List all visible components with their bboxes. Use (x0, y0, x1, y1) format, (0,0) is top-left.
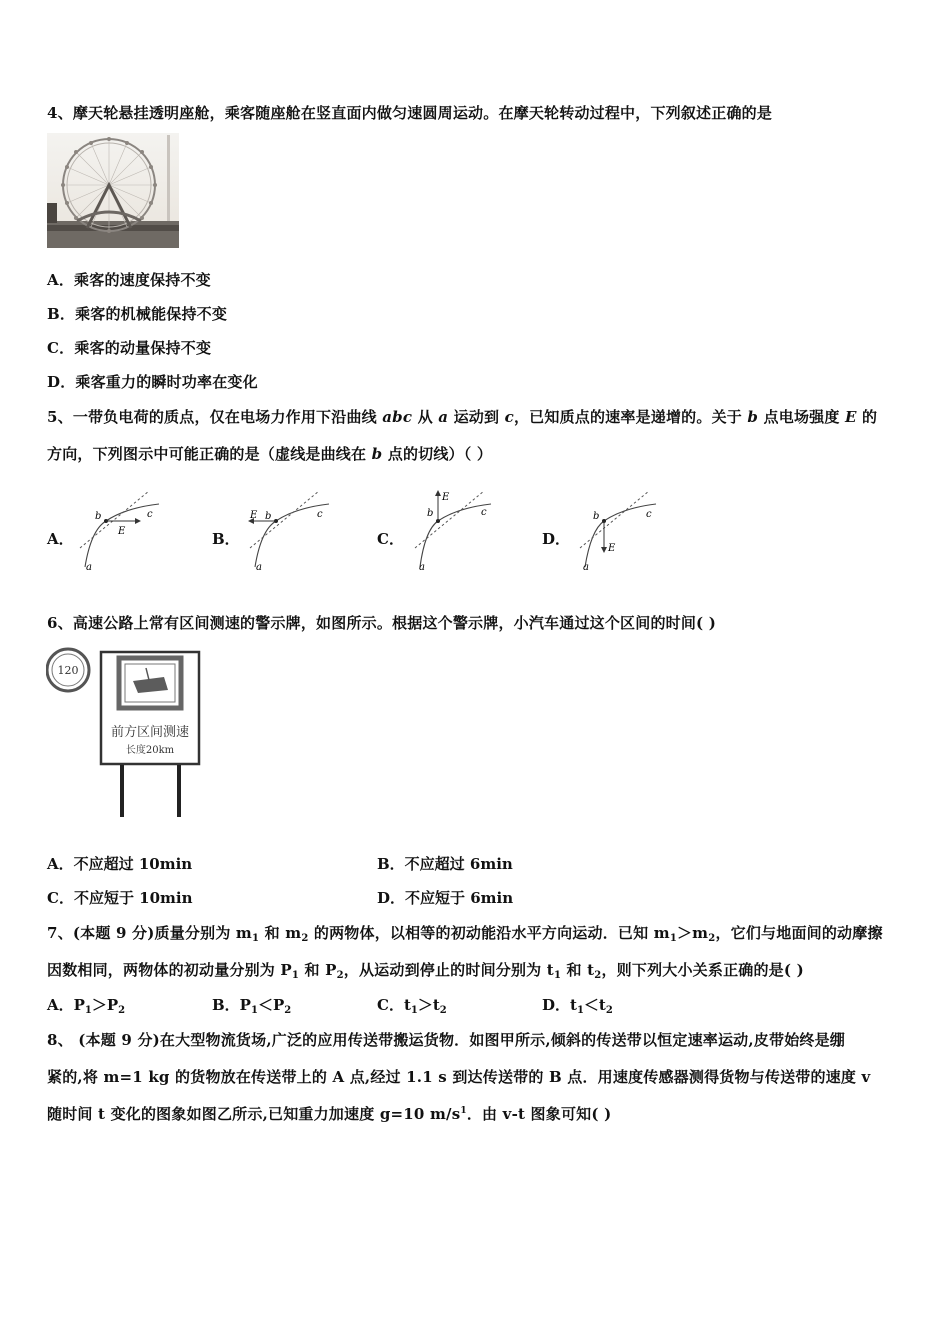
svg-text:b: b (95, 511, 102, 522)
q8-stem-line1: 8、 (本题 9 分)在大型物流货场,广泛的应用传送带搬运货物．如图甲所示,倾斜的传送带以恒定速率运动,皮带始终是绷 (47, 1031, 846, 1049)
q4-stem: 4、摩天轮悬挂透明座舱，乘客随座舱在竖直面内做匀速圆周运动。在摩天轮转动过程中，下列叙述正确的是 (47, 104, 773, 122)
q5-diagram-d (570, 485, 665, 575)
svg-text:a: a (256, 562, 262, 573)
svg-text:b: b (427, 508, 434, 519)
q4-option-b: B．乘客的机械能保持不变 (47, 305, 228, 323)
q8-stem-line3: 随时间 t 变化的图象如图乙所示,已知重力加速度 g=10 $m/s^1$．由 v-t 图象可知( ) (47, 1105, 612, 1123)
q6-stem: 6、高速公路上常有区间测速的警示牌，如图所示。根据这个警示牌，小汽车通过这个区间的时间( ) (47, 614, 717, 632)
svg-text:c: c (147, 509, 153, 520)
q6-option-d: D．不应短于 6min (377, 889, 514, 907)
svg-text:E: E (608, 543, 616, 554)
svg-text:120: 120 (57, 664, 79, 677)
q5-diagram-c (405, 485, 500, 575)
q7-stem-line2: 因数相同，两物体的初动量分别为 $P_1$ 和 $P_2$，从运动到停止的时间分别为 $t_1$ 和 $t_2$，则下列大小关系正确的是( ) (47, 961, 804, 981)
q5-option-c-label: C． (377, 530, 404, 548)
svg-text:E: E (250, 510, 258, 521)
svg-text:a: a (86, 562, 92, 573)
q5-option-b-label: B． (212, 530, 240, 548)
q5-option-d-label: D． (542, 530, 571, 548)
q7-stem-line1: 7、(本题 9 分)质量分别为 $m_1$ 和 $m_2$ 的两物体，以相等的初动能沿水平方向运动．已知 $m_1>m_2$，它们与地面间的动摩擦 (47, 924, 883, 944)
q6-option-c: C．不应短于 10min (47, 889, 193, 907)
q7-option-d: D．$t_1<t_2$ (542, 996, 613, 1016)
svg-text:E: E (442, 492, 450, 503)
svg-text:a: a (419, 562, 425, 573)
svg-text:前方区间测速: 前方区间测速 (110, 725, 190, 740)
q6-option-a: A．不应超过 10min (47, 855, 193, 873)
svg-text:a: a (583, 562, 589, 573)
q7-option-a: A．$P_1>P_2$ (47, 996, 126, 1016)
svg-text:E: E (118, 526, 126, 537)
ferris-wheel-photo (47, 133, 179, 248)
q4-option-c: C．乘客的动量保持不变 (47, 339, 212, 357)
svg-text:c: c (646, 509, 652, 520)
q5-stem-line1: 5、一带负电荷的质点，仅在电场力作用下沿曲线 abc 从 a 运动到 c，已知质点的速率是递增的。关于 b 点电场强度 E 的 (47, 408, 878, 426)
q7-option-b: B．$P_1<P_2$ (212, 996, 292, 1016)
q4-option-a: A．乘客的速度保持不变 (47, 271, 211, 289)
svg-text:b: b (265, 511, 272, 522)
speed-check-sign (46, 646, 206, 821)
svg-text:b: b (593, 511, 600, 522)
svg-text:c: c (481, 507, 487, 518)
q6-option-b: B．不应超过 6min (377, 855, 513, 873)
q5-diagram-a (75, 485, 170, 575)
q4-option-d: D．乘客重力的瞬时功率在变化 (47, 373, 258, 391)
svg-text:c: c (317, 509, 323, 520)
q5-stem-line2: 方向，下列图示中可能正确的是（虚线是曲线在 b 点的切线）（ ） (47, 445, 493, 463)
q7-option-c: C．$t_1>t_2$ (377, 996, 447, 1016)
q5-diagram-b (240, 485, 335, 575)
svg-text:长度20km: 长度20km (125, 745, 175, 756)
q8-stem-line2: 紧的,将 m=1 kg 的货物放在传送带上的 A 点,经过 1.1 s 到达传送带的 B 点．用速度传感器测得货物与传送带的速度 v (47, 1068, 871, 1086)
q5-option-a-label: A． (47, 530, 74, 548)
